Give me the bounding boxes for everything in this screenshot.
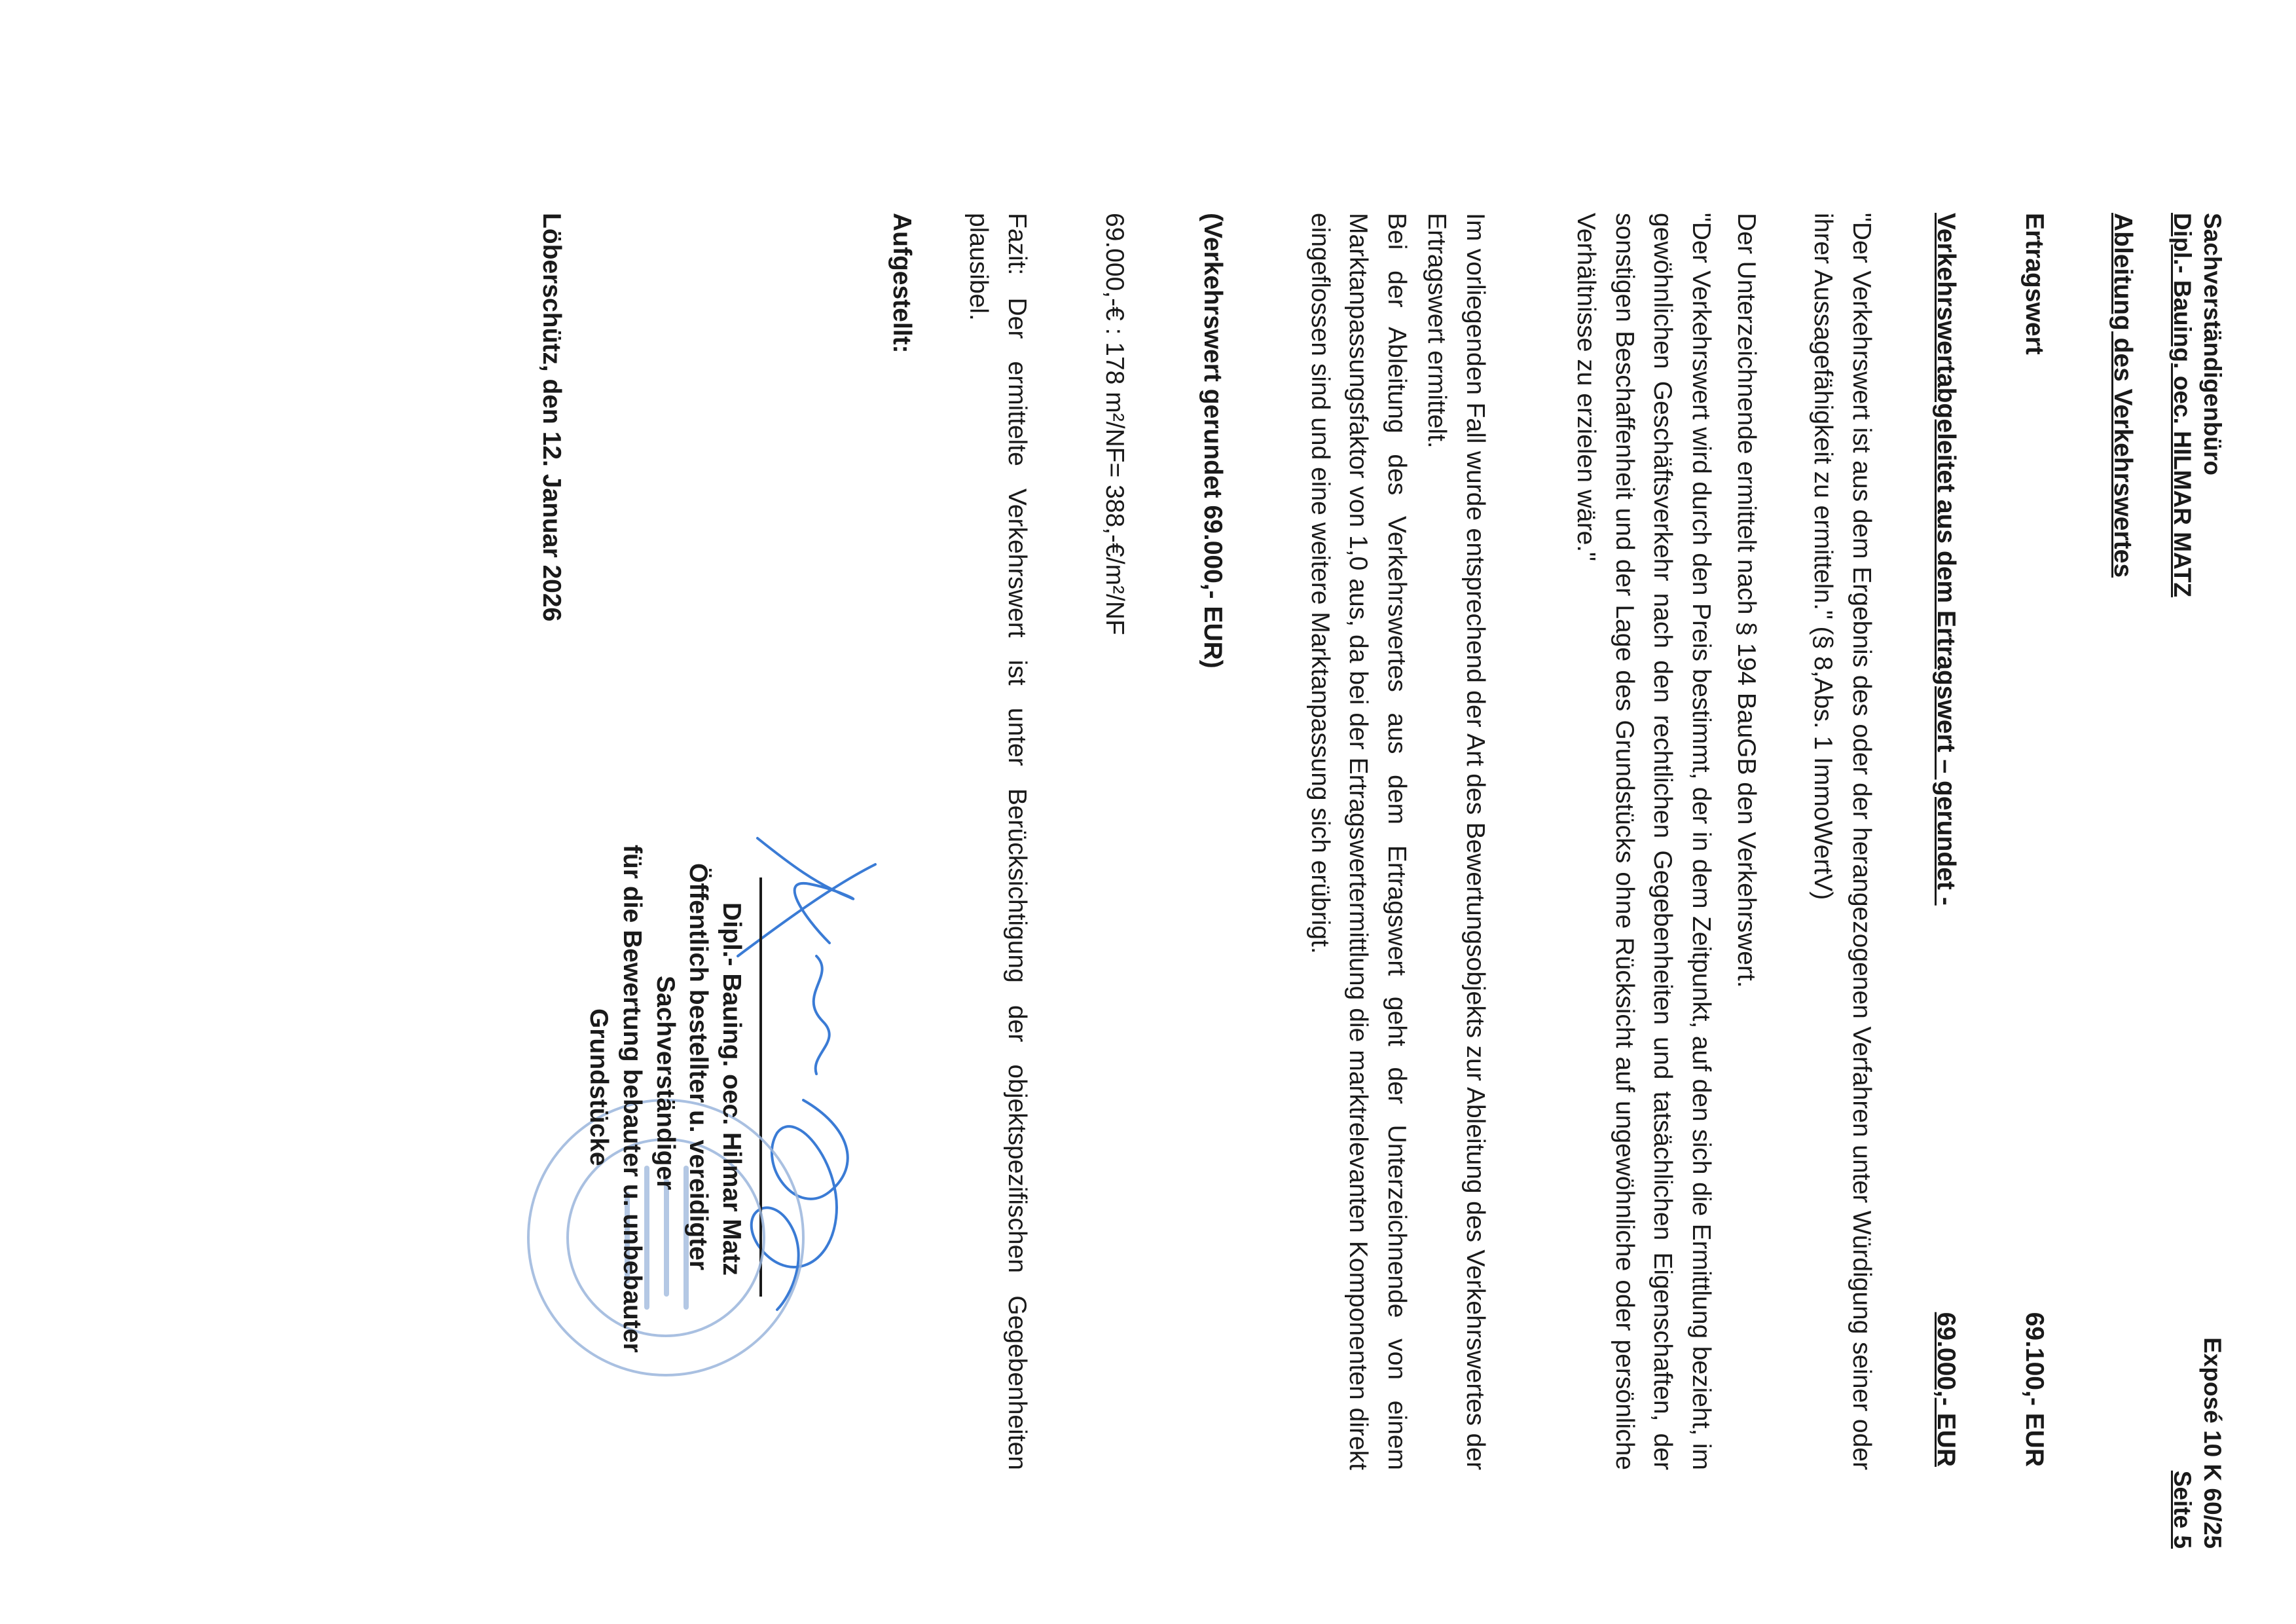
abgeleitet-value: 69.000,- EUR [1932, 1312, 1960, 1467]
signatory-name: Dipl.- Bauing. oec. Hilmar Matz [718, 902, 746, 1276]
owner-name: Dipl.- Bauing. oec. HILMAR MATZ [2168, 213, 2196, 598]
paragraph-definition: "Der Verkehrswert wird durch den Preis bestimmt, der in dem Zeitpunkt, auf den sich die Ermittlung bezieht, im gewöhnlichen Geschäftsverkehr nach den rechtlichen Gegebenheiten und tatsächlichen Eigenschaften, der sonstigen Beschaffenheit und der Lage des Grundstücks ohne Rücksicht auf ungewöhnliche oder persönliche Verhältnisse zu erzielen wäre." [1572, 213, 1715, 1470]
ertragswert-value: 69.100,- EUR [2020, 1312, 2049, 1467]
ertragswert-label: Ertragswert [2020, 213, 2049, 355]
paragraph-case: Im vorliegenden Fall wurde entsprechend der Art des Bewertungsobjekts zur Ableitung des Verkehrswertes der Ertragswert ermittelt. [1423, 213, 1489, 1470]
place-date: Löberschütz, den 12. Januar 2026 [538, 213, 566, 622]
office-name: Sachverständigenbüro [2199, 213, 2226, 475]
result-value: (Verkehrswert gerundet 69.000,- EUR) [1199, 213, 1227, 669]
section-title: Ableitung des Verkehrswertes [2109, 213, 2137, 578]
paragraph-baugb: Der Unterzeichnende ermittelt nach § 194 BauGB den Verkehrswert. [1732, 213, 1760, 988]
signatory-title-3: für die Bewertung bebauter u. unbebauter [617, 845, 646, 1353]
signatory-block [582, 845, 748, 1500]
signatory-title-4: Grundstücke [585, 1008, 613, 1166]
expose-number: Exposé 10 K 60/25 [2199, 1337, 2226, 1549]
abgeleitet-label: Verkehrswertabgeleitet aus dem Ertragswert – gerundet - [1932, 213, 1960, 906]
per-area-value: 69.000,-€ : 178 m²/NF= 388,-€/m²/NF [1101, 213, 1129, 635]
paragraph-immowertv: "Der Verkehrswert ist aus dem Ergebnis des oder der herangezogenen Verfahren unter Würdigung seiner oder ihrer Aussagefähigkeit zu ermitteln." (§ 8,Abs. 1 ImmoWertV) [1809, 213, 1876, 1470]
document-reference [2167, 1048, 2228, 1549]
prepared-label: Aufgestellt: [888, 213, 916, 354]
signatory-title-2: Sachverständiger [651, 976, 680, 1190]
page-number: Seite 5 [2168, 1470, 2196, 1549]
signatory-title-1: Öffentlich bestellter u. vereidigter [684, 863, 713, 1270]
paragraph-fazit: Fazit: Der ermittelte Verkehrswert ist unter Berücksichtigung der objektspezifischen Gegebenheiten plausibel. [964, 213, 1031, 1470]
paragraph-marktanpassung: Bei der Ableitung des Verkehrswertes aus dem Ertragswert geht der Unterzeichnende von einem Marktanpassungsfaktor von 1,0 aus, da bei der Ertragswertermittlung die marktrelevanten Komponenten direkt eingeflossen sind und eine weitere Marktanpassung sich erübrigt. [1306, 213, 1411, 1470]
